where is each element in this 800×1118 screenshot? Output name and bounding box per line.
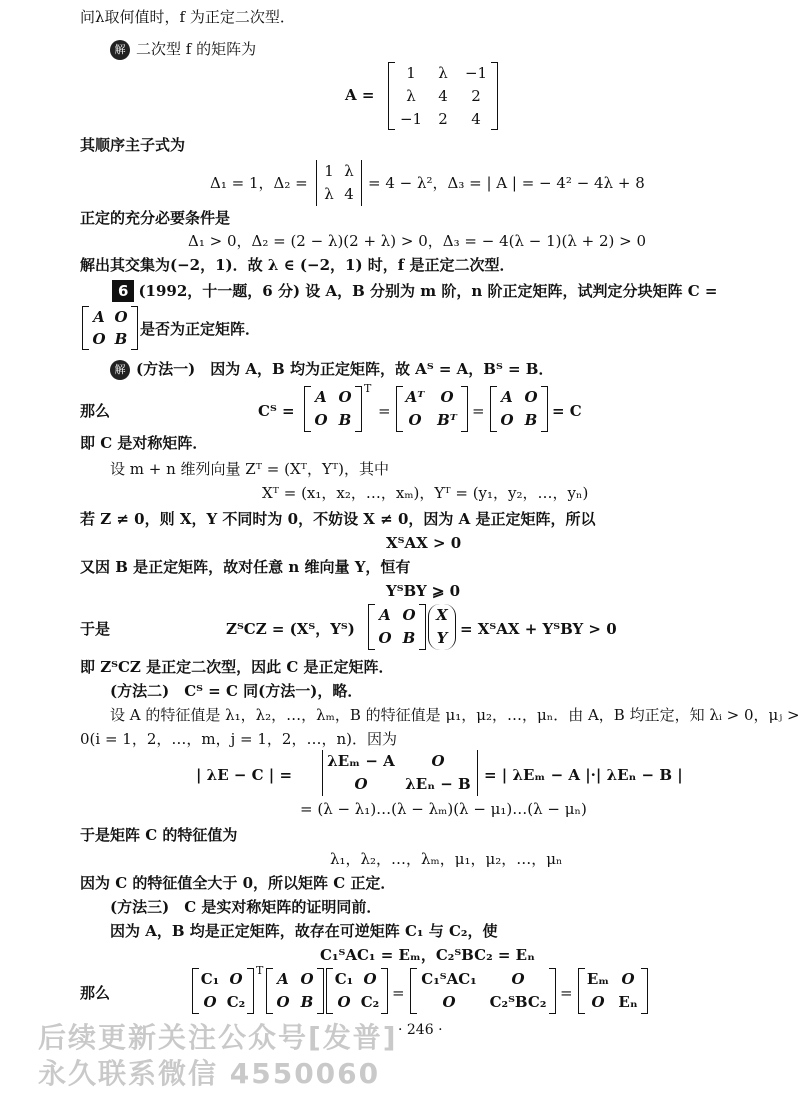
text-span: 二次型 f 的矩阵为 <box>136 40 257 58</box>
text-line: 因为 A，B 均是正定矩阵，故存在可逆矩阵 C₁ 与 C₂，使 <box>110 922 498 940</box>
matrix-cell: B <box>338 411 352 429</box>
method-line: (方法二) Cᵀ = C 同(方法一)，略． <box>110 682 363 700</box>
matrix-cell: 2 <box>471 87 481 105</box>
matrix-cell: A <box>277 970 289 988</box>
matrix-A <box>388 62 498 130</box>
text-line: 设 m + n 维列向量 Zᵀ = (Xᵀ，Yᵀ)，其中 <box>110 460 390 478</box>
matrix-cell: O <box>440 388 454 406</box>
solution-badge-icon: 解 <box>110 40 130 60</box>
matrix-cell: 1 <box>406 64 416 82</box>
matrix-cell: O <box>431 752 445 770</box>
matrix-cell: A <box>93 308 105 326</box>
formula: = 4 − λ²，Δ₃ = | A | = − 4² − 4λ + 8 <box>368 174 645 192</box>
text-line: 那么 <box>80 984 111 1002</box>
solution-line <box>110 38 256 60</box>
matrix-cell: Y <box>436 629 448 647</box>
text-line: 是否为正定矩阵． <box>140 320 261 338</box>
formula: C₁ᵀAC₁ = Eₘ，C₂ᵀBC₂ = Eₙ <box>320 946 535 964</box>
text-line: 解出其交集为(−2，1)．故 λ ∈ (−2，1) 时，f 是正定二次型． <box>80 256 515 274</box>
formula: ZᵀCZ = (Xᵀ，Yᵀ) <box>226 620 355 638</box>
text-line: 即 C 是对称矩阵． <box>80 434 208 452</box>
matrix-cell: O <box>92 330 106 348</box>
matrix-cell: O <box>354 775 368 793</box>
matrix-cell: O <box>511 970 525 988</box>
matrix-cell: B <box>300 993 314 1011</box>
matrix-cell: O <box>337 993 351 1011</box>
matrix-cell: λ <box>324 185 334 203</box>
formula: | λE − C | = <box>196 766 293 784</box>
matrix-cell: 4 <box>344 185 354 203</box>
matrix-cell: B <box>524 411 538 429</box>
block-matrix <box>578 968 648 1014</box>
matrix-cell: A <box>501 388 513 406</box>
matrix-cell: O <box>203 993 217 1011</box>
page-number: · 246 · <box>398 1022 443 1038</box>
matrix-label: A = <box>345 86 375 104</box>
determinant-block <box>322 750 478 796</box>
matrix-cell: C₁ᵀAC₁ <box>421 970 477 988</box>
matrix-cell: O <box>442 993 456 1011</box>
formula: = <box>392 984 405 1002</box>
matrix-cell: O <box>338 388 352 406</box>
matrix-cell: O <box>229 970 243 988</box>
matrix-cell: O <box>408 411 422 429</box>
text-line: 设 A 的特征值是 λ₁，λ₂，…，λₘ，B 的特征值是 μ₁，μ₂，…，μₙ．由 A，B 均正定，知 λᵢ > 0，μⱼ > <box>110 706 800 724</box>
watermark-line: 永久联系微信 4550060 <box>38 1057 381 1090</box>
matrix-cell: 2 <box>438 110 448 128</box>
method-line: (方法三) C 是实对称矩阵的证明同前． <box>110 898 382 916</box>
matrix-cell: O <box>402 606 416 624</box>
text-line: 即 ZᵀCZ 是正定二次型，因此 C 是正定矩阵． <box>80 658 394 676</box>
text-span: (方法一) 因为 A，B 均为正定矩阵，故 Aᵀ = A，Bᵀ = B． <box>136 360 554 378</box>
matrix-cell: Eₘ <box>586 970 610 988</box>
block-matrix <box>326 968 388 1014</box>
matrix-cell: −1 <box>464 64 488 82</box>
question-number: 6 <box>112 280 134 302</box>
matrix-cell: O <box>378 629 392 647</box>
formula: XᵀAX > 0 <box>386 534 462 552</box>
determinant-2x2 <box>316 160 362 206</box>
matrix-cell: Aᵀ <box>405 388 425 406</box>
matrix-cell: 4 <box>471 110 481 128</box>
matrix-cell: A <box>379 606 391 624</box>
block-matrix <box>410 968 556 1014</box>
matrix-cell: λ <box>438 64 448 82</box>
block-matrix <box>490 386 548 432</box>
matrix-cell: C₂ <box>226 993 246 1011</box>
matrix-cell: O <box>591 993 605 1011</box>
matrix-cell: λEₘ − A <box>327 752 395 770</box>
text-line: 问λ取何值时，f 为正定二次型． <box>80 8 295 26</box>
formula: = <box>378 402 391 420</box>
transpose-mark: T <box>364 382 372 395</box>
text-line: 其顺序主子式为 <box>80 136 186 154</box>
matrix-cell: O <box>300 970 314 988</box>
matrix-cell: C₂ᵀBC₂ <box>489 993 547 1011</box>
matrix-cell: X <box>436 606 448 624</box>
transpose-mark: T <box>256 964 264 977</box>
matrix-cell: C₁ <box>200 970 220 988</box>
matrix-cell: O <box>276 993 290 1011</box>
formula: = | λEₘ − A |·| λEₙ − B | <box>484 766 683 784</box>
matrix-cell: O <box>524 388 538 406</box>
matrix-cell: O <box>314 411 328 429</box>
text-line: 正定的充分必要条件是 <box>80 209 231 227</box>
matrix-cell: O <box>114 308 128 326</box>
matrix-cell: λ <box>344 162 354 180</box>
watermark-line: 后续更新关注公众号[发普] <box>38 1021 398 1054</box>
matrix-cell: B <box>114 330 128 348</box>
text-line: 于是矩阵 C 的特征值为 <box>80 826 238 844</box>
text-line: 那么 <box>80 402 111 420</box>
matrix-cell: −1 <box>399 110 423 128</box>
block-matrix-C <box>82 306 138 350</box>
text-line: 因为 C 的特征值全大于 0，所以矩阵 C 正定． <box>80 874 396 892</box>
formula: Δ₁ = 1，Δ₂ = <box>210 174 308 192</box>
column-vector <box>428 604 456 650</box>
matrix-cell: 4 <box>438 87 448 105</box>
question-line <box>112 280 717 302</box>
matrix-cell: O <box>621 970 635 988</box>
text-line: 又因 B 是正定矩阵，故对任意 n 维向量 Y，恒有 <box>80 558 411 576</box>
matrix-cell: C₁ <box>334 970 354 988</box>
matrix-cell: λEₙ − B <box>405 775 471 793</box>
formula: = (λ − λ₁)…(λ − λₘ)(λ − μ₁)…(λ − μₙ) <box>300 800 587 818</box>
matrix-cell: B <box>402 629 416 647</box>
formula: Δ₁ > 0，Δ₂ = (2 − λ)(2 + λ) > 0，Δ₃ = − 4(λ − 1)(λ + 2) > 0 <box>188 232 647 250</box>
formula: Cᵀ = <box>258 402 295 420</box>
method-line <box>110 358 553 380</box>
matrix-cell: A <box>315 388 327 406</box>
text-span: (1992，十一题，6 分) 设 A，B 分别为 m 阶，n 阶正定矩阵，试判定分块矩阵 C = <box>138 282 718 300</box>
matrix-cell: O <box>500 411 514 429</box>
block-matrix <box>368 604 426 650</box>
formula: = <box>472 402 485 420</box>
matrix-cell: C₂ <box>360 993 380 1011</box>
block-matrix <box>266 968 324 1014</box>
block-matrix <box>396 386 468 432</box>
formula: Xᵀ = (x₁，x₂，…，xₘ)，Yᵀ = (y₁，y₂，…，yₙ) <box>262 484 589 502</box>
matrix-cell: Eₙ <box>618 993 638 1011</box>
matrix-cell: O <box>363 970 377 988</box>
block-matrix <box>192 968 254 1014</box>
matrix-cell: λ <box>406 87 416 105</box>
formula: = XᵀAX + YᵀBY > 0 <box>460 620 617 638</box>
solution-badge-icon: 解 <box>110 360 130 380</box>
text-line: 0(i = 1，2，…，m，j = 1，2，…，n)．因为 <box>80 730 397 748</box>
formula: YᵀBY ⩾ 0 <box>386 582 461 600</box>
formula: = <box>560 984 573 1002</box>
formula: λ₁，λ₂，…，λₘ，μ₁，μ₂，…，μₙ <box>330 850 563 868</box>
block-matrix <box>304 386 362 432</box>
text-line: 于是 <box>80 620 111 638</box>
formula: = C <box>552 402 582 420</box>
matrix-cell: Bᵀ <box>437 411 457 429</box>
matrix-cell: 1 <box>324 162 334 180</box>
text-line: 若 Z ≠ 0，则 X，Y 不同时为 0，不妨设 X ≠ 0，因为 A 是正定矩阵，所以 <box>80 510 596 528</box>
